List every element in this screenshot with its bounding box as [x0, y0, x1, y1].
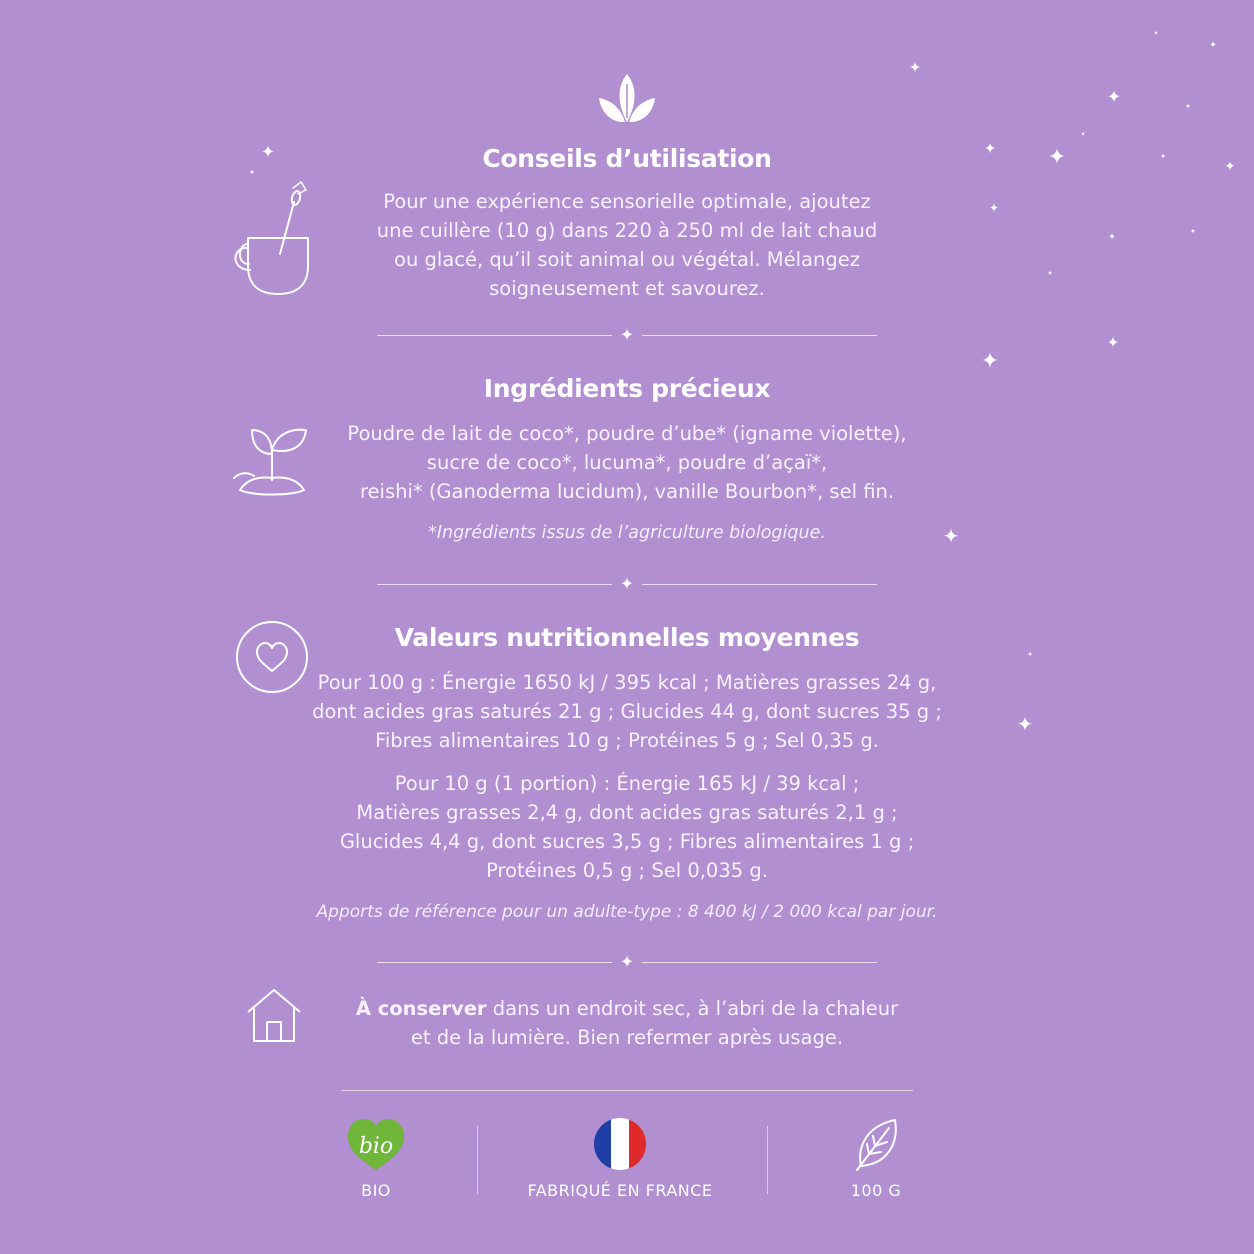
reference-intake: Apports de référence pour un adulte-type : 8 400 kJ / 2 000 kcal par jour. [316, 902, 938, 922]
sparkle-icon: ✦ [249, 168, 255, 177]
ingredients-line: reishi* (Ganoderma lucidum), vanille Bourbon*, sel fin. [359, 480, 895, 503]
sparkle-icon: ✦ [942, 524, 960, 548]
sparkle-icon: ✦ [1027, 650, 1033, 659]
nutrition-line: Fibres alimentaires 10 g ; Protéines 5 g ; Sel 0,35 g. [375, 729, 879, 752]
footer-vertical-divider [477, 1126, 478, 1194]
france-badge [520, 1116, 720, 1200]
nutrition-line: Protéines 0,5 g ; Sel 0,035 g. [486, 859, 768, 882]
leaf-icon [851, 1116, 901, 1172]
ingredients-text [277, 419, 977, 506]
sparkle-icon: ✦ [1047, 145, 1067, 170]
sparkle-icon: ✦ [1108, 232, 1116, 243]
sparkle-icon: ✦ [1209, 40, 1217, 51]
nutrition-line: Pour 100 g : Énergie 1650 kJ / 395 kcal ; Matières grasses 24 g, [317, 671, 937, 694]
nutrition-per100 [277, 668, 977, 755]
footer-vertical-divider [767, 1126, 768, 1194]
usage-title: Conseils d’utilisation [482, 144, 772, 173]
usage-line: ou glacé, qu’il soit animal ou végétal. Mélangez [394, 248, 860, 271]
sparkle-icon: ✦ [980, 349, 1000, 374]
sparkle-icon: ✦ [260, 142, 276, 163]
sparkle-icon: ✦ [1185, 102, 1191, 111]
sparkle-icon: ✦ [983, 139, 997, 158]
france-label: FABRIQUÉ EN FRANCE [527, 1181, 713, 1200]
footer-divider [341, 1090, 913, 1091]
sparkle-icon: ✦ [619, 574, 635, 595]
bio-badge [336, 1116, 416, 1200]
sparkle-icon: ✦ [1106, 333, 1120, 352]
nutrition-per10 [277, 769, 977, 885]
leaves-icon [597, 72, 657, 126]
nutrition-line: dont acides gras saturés 21 g ; Glucides 44 g, dont sucres 35 g ; [312, 700, 942, 723]
nutrition-line: Matières grasses 2,4 g, dont acides gras saturés 2,1 g ; [356, 801, 898, 824]
sparkle-icon: ✦ [619, 952, 635, 973]
france-flag-icon [592, 1116, 648, 1172]
sparkle-icon: ✦ [1047, 269, 1053, 278]
ingredients-line: sucre de coco*, lucuma*, poudre d’açaï*, [426, 451, 828, 474]
ingredients-title: Ingrédients précieux [483, 374, 771, 403]
storage-bold: À conserver [355, 997, 487, 1020]
storage-line: et de la lumière. Bien refermer après usage. [410, 1026, 844, 1049]
weight-badge [826, 1116, 926, 1200]
sparkle-icon: ✦ [1160, 152, 1166, 161]
bio-label: BIO [361, 1181, 391, 1200]
organic-note: *Ingrédients issus de l’agriculture biologique. [428, 523, 826, 543]
usage-line: soigneusement et savourez. [489, 277, 765, 300]
sparkle-icon: ✦ [908, 58, 922, 77]
nutrition-title: Valeurs nutritionnelles moyennes [394, 623, 860, 652]
nutrition-line: Glucides 4,4 g, dont sucres 3,5 g ; Fibres alimentaires 1 g ; [339, 830, 915, 853]
nutrition-line: Pour 10 g (1 portion) : Énergie 165 kJ / 39 kcal ; [394, 772, 860, 795]
weight-label: 100 G [850, 1181, 902, 1200]
ingredients-line: Poudre de lait de coco*, poudre d’ube* (igname violette), [347, 422, 907, 445]
usage-line: une cuillère (10 g) dans 220 à 250 ml de lait chaud [376, 219, 878, 242]
bio-logo-icon [344, 1116, 408, 1172]
sparkle-icon: ✦ [1224, 159, 1236, 175]
sparkle-icon: ✦ [1153, 30, 1159, 37]
sparkle-icon: ✦ [1190, 227, 1196, 236]
sparkle-icon: ✦ [1106, 87, 1122, 108]
sparkle-icon: ✦ [619, 325, 635, 346]
storage-rest: dans un endroit sec, à l’abri de la chaleur [486, 997, 899, 1020]
bio-logo-text: bio [358, 1134, 394, 1159]
usage-line: Pour une expérience sensorielle optimale, ajoutez [383, 190, 871, 213]
sparkle-icon: ✦ [988, 201, 1000, 215]
storage-text [277, 994, 977, 1052]
sparkle-icon: ✦ [1080, 131, 1086, 138]
storage-line [277, 994, 977, 1023]
usage-text [277, 187, 977, 303]
sparkle-icon: ✦ [1016, 712, 1034, 736]
